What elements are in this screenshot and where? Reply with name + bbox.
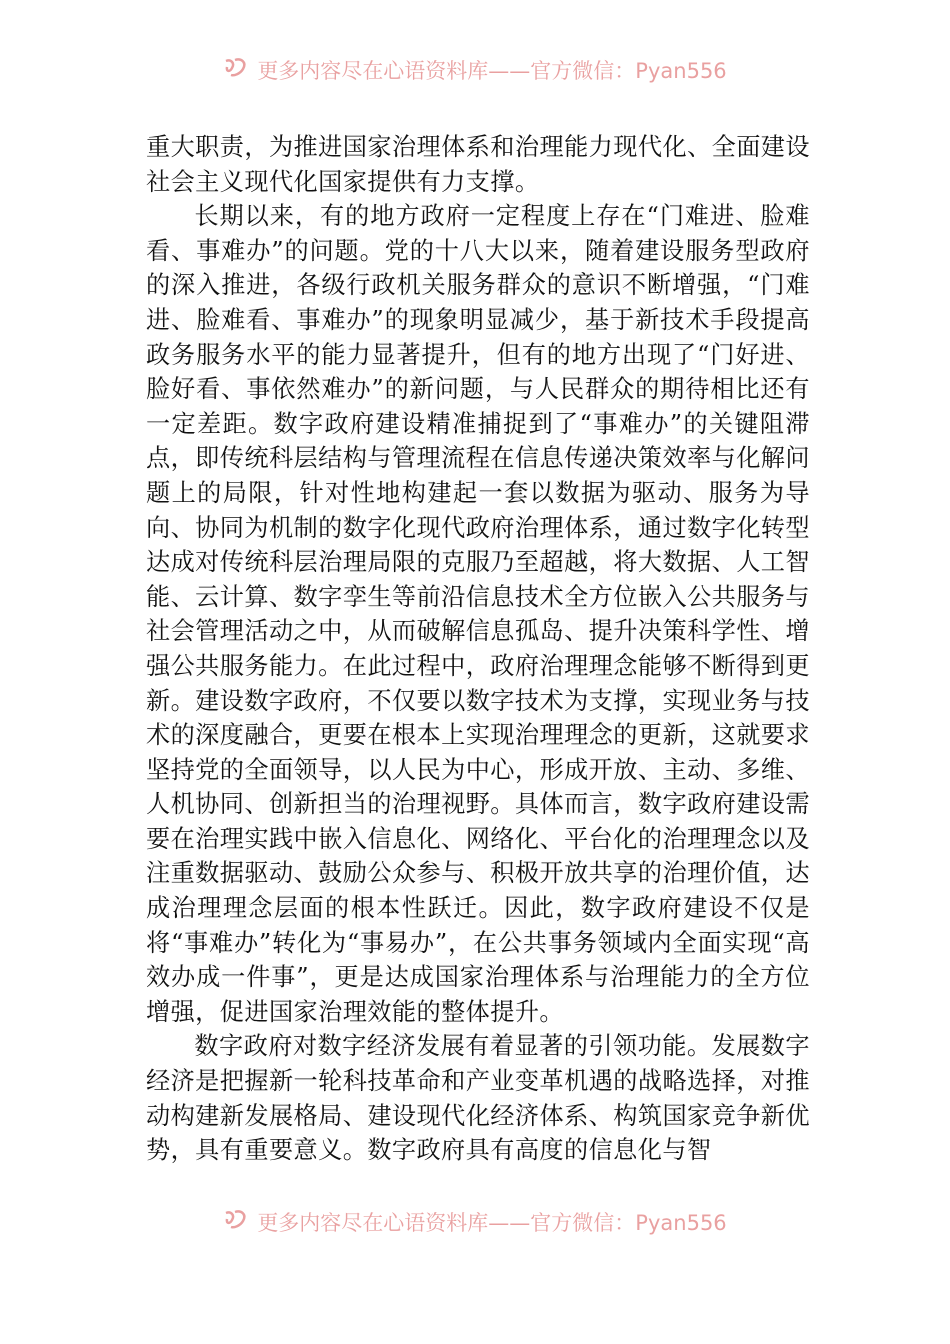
document-body <box>146 130 810 1168</box>
watermark-text: 更多内容尽在心语资料库——官方微信：Pyan556 <box>257 1211 727 1235</box>
brand-logo-icon <box>223 1209 251 1238</box>
paragraph-2: 长期以来，有的地方政府一定程度上存在“门难进、脸难看、事难办”的问题。党的十八大以来，随着建设服务型政府的深入推进，各级行政机关服务群众的意识不断增强，“门难进、脸难看、事难办”的现象明显减少，基于新技术手段提高政务服务水平的能力显著提升，但有的地方出现了“门好进、脸好看、事依然难办”的新问题，与人民群众的期待相比还有一定差距。数字政府建设精准捕捉到了“事难办”的关键阻滞点，即传统科层结构与管理流程在信息传递决策效率与化解问题上的局限，针对性地构建起一套以数据为驱动、服务为导向、协同为机制的数字化现代政府治理体系，通过数字化转型达成对传统科层治理局限的克服乃至超越，将大数据、人工智能、云计算、数字孪生等前沿信息技术全方位嵌入公共服务与社会管理活动之中，从而破解信息孤岛、提升决策科学性、增强公共服务能力。在此过程中，政府治理理念能够不断得到更新。建设数字政府，不仅要以数字技术为支撑，实现业务与技术的深度融合，更要在根本上实现治理理念的更新，这就要求坚持党的全面领导，以人民为中心，形成开放、主动、多维、人机协同、创新担当的治理视野。具体而言，数字政府建设需要在治理实践中嵌入信息化、网络化、平台化的治理理念以及注重数据驱动、鼓励公众参与、积极开放共享的治理价值，达成治理理念层面的根本性跃迁。因此，数字政府建设不仅是将“事难办”转化为“事易办”，在公共事务领域内全面实现“高效办成一件事”，更是达成国家治理体系与治理能力的全方位增强，促进国家治理效能的整体提升。 <box>146 202 810 1026</box>
watermark-header <box>0 56 950 86</box>
paragraph-1: 重大职责，为推进国家治理体系和治理能力现代化、全面建设社会主义现代化国家提供有力支撑。 <box>146 133 810 196</box>
brand-logo-icon <box>223 57 251 86</box>
paragraph-3: 数字政府对数字经济发展有着显著的引领功能。发展数字经济是把握新一轮科技革命和产业变革机遇的战略选择，对推动构建新发展格局、建设现代化经济体系、构筑国家竞争新优势，具有重要意义。数字政府具有高度的信息化与智 <box>146 1032 810 1165</box>
watermark-footer <box>0 1208 950 1238</box>
watermark-text: 更多内容尽在心语资料库——官方微信：Pyan556 <box>257 59 727 83</box>
